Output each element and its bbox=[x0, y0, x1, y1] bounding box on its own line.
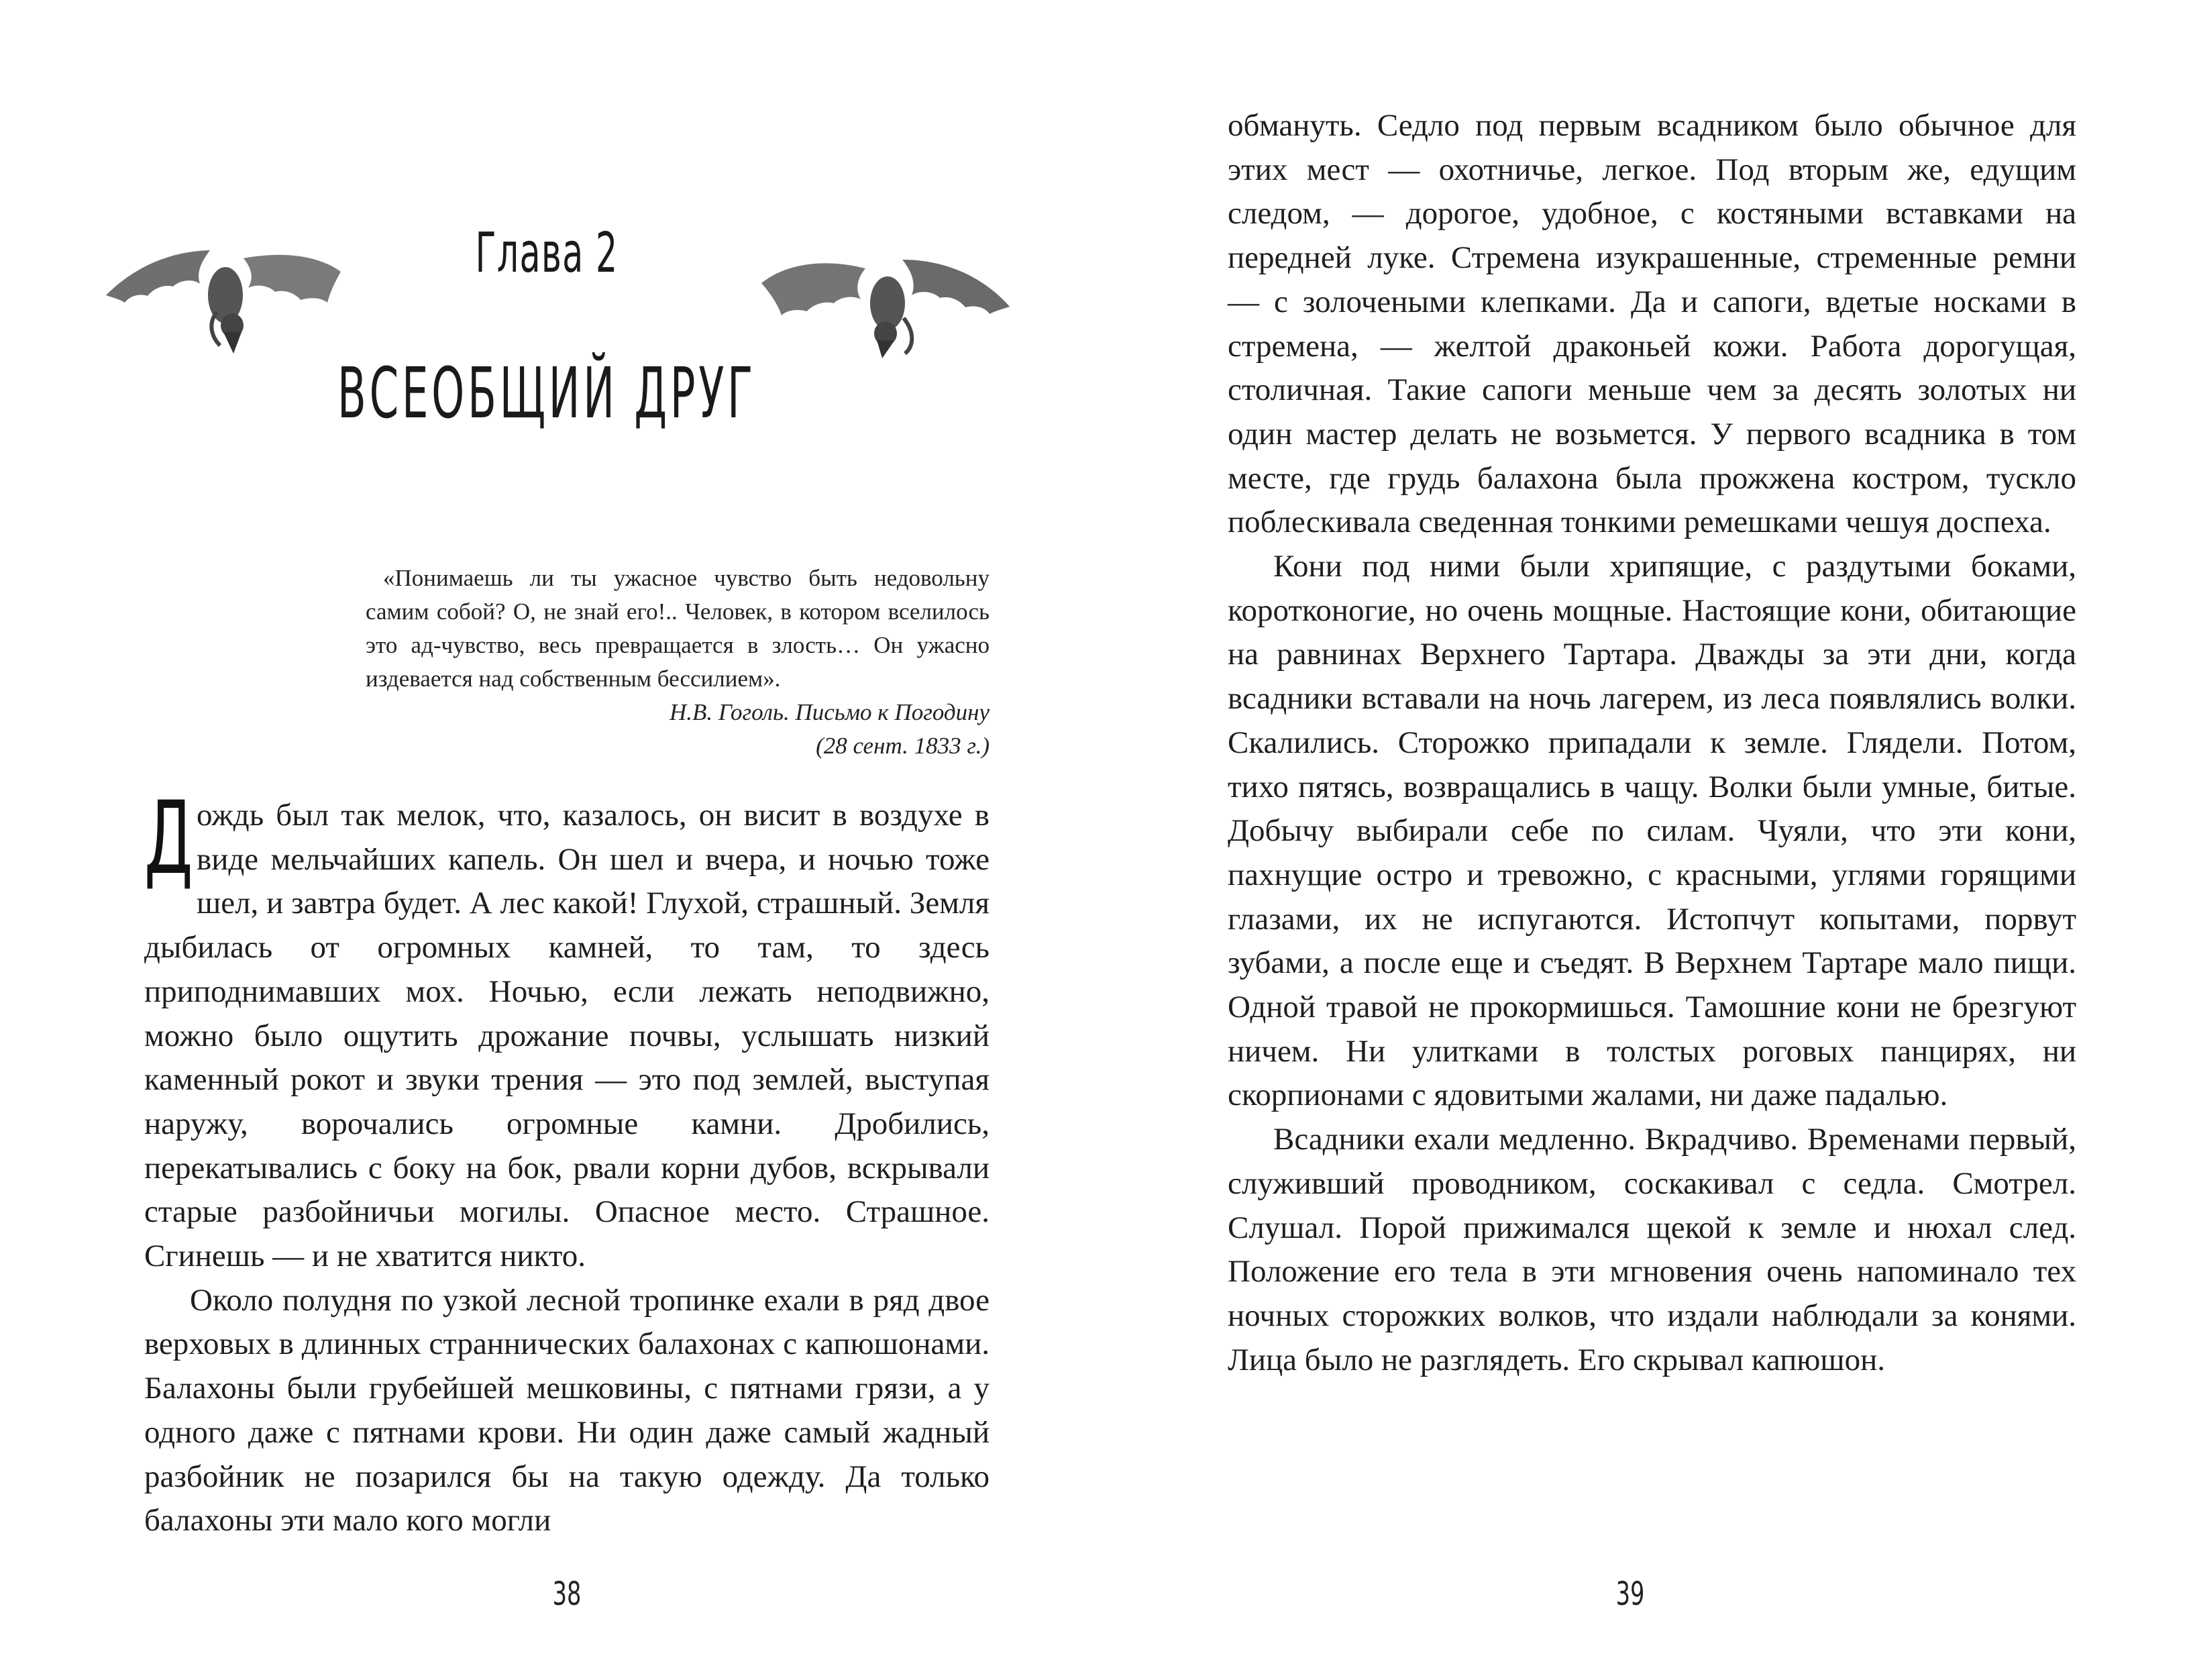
right-body-text bbox=[1228, 104, 2076, 1382]
paragraph-2: Около полудня по узкой лесной тропинке ехали в ряд двое верховых в длинных страннических балахонах с капюшонами. Балахоны были грубейшей мешковины, с пятнами грязи, а у одного даже с пятнами крови. Ни один даже самый жадный разбойник не позарился бы на такую одежду. Да только балахоны эти мало кого могли bbox=[144, 1282, 990, 1538]
epigraph-source-line2: (28 сент. 1833 г.) bbox=[816, 733, 990, 759]
left-body-text bbox=[144, 780, 990, 1543]
page-number-left: 38 bbox=[552, 1575, 582, 1613]
drop-cap: Д bbox=[144, 780, 193, 897]
paragraph-1: ождь был так мелок, что, казалось, он висит в воздухе в виде мельчайших капель. Он шел и вчера, и ночью тоже шел, и завтра будет. А лес какой! Глухой, страшный. Земля дыбилась от огромных камней, то там, то здесь приподнимавших мох. Ночью, если лежать неподвижно, можно было ощутить дрожание почвы, услышать низкий каменный рокот и звуки трения — это под землей, выступая наружу, ворочались огромные камни. Дробились, перекатывались с боку на бок, рвали корни дубов, вскрывали старые разбойничьи могилы. Опасное место. Страшное. Сгинешь — и не хватится никто. bbox=[144, 798, 990, 1274]
epigraph-source-line1: Н.В. Гоголь. Письмо к Погодину bbox=[670, 699, 990, 725]
chapter-label: Глава 2 bbox=[475, 221, 619, 285]
paragraph-4: Кони под ними были хрипящие, с раздутыми боками, коротконогие, но очень мощные. Настоящие кони, обитающие на равнинах Верхнего Тартара. Дважды за эти дни, когда всадники вставали на ночь лагерем, из леса появлялись волки. Скалились. Сторожко припадали к земле. Глядели. Потом, тихо пятясь, возвращались в чащу. Волки были умные, битые. Добычу выбирали себе по силам. Чуяли, что эти кони, пахнущие остро и тревожно, с красными, углями горящими глазами, их не испугаются. Истопчут копытами, порвут зубами, а после еще и съедят. В Верхнем Тартаре мало пищи. Одной травой не прокормишься. Тамошние кони не брезгуют ничем. Ни улитками в толстых роговых панцирях, ни скорпионами с ядовитыми жалами, ни даже падалью. bbox=[1228, 549, 2076, 1113]
chapter-title: ВСЕОБЩИЙ ДРУГ bbox=[337, 352, 757, 434]
paragraph-3: обмануть. Седло под первым всадником было обычное для этих мест — охотничье, легкое. Под вторым же, едущим следом, — дорогое, удобное, с костяными вставками на передней луке. Стремена изукрашенные, стременные ремни — с золочеными клепками. Да и сапоги, вдетые носками в стремена, — желтой драконьей кожи. Работа дорогущая, столичная. Такие сапоги меньше чем за десять золотых ни один мастер делать не возьмется. У первого всадника в том месте, где грудь балахона была прожжена костром, тускло поблескивала сведенная тонкими ремешками чешуя доспеха. bbox=[1228, 108, 2076, 540]
page-number-right: 39 bbox=[1615, 1575, 1645, 1613]
epigraph bbox=[366, 562, 990, 763]
epigraph-quote: «Понимаешь ли ты ужасное чувство быть недовольну самим собой? О, не знай его!.. Человек, в котором вселилось это ад-чувство, весь превращается в злость… Он ужасно издевается над собственным бессилием». bbox=[366, 565, 990, 692]
right-page bbox=[1094, 0, 2187, 1680]
paragraph-5: Всадники ехали медленно. Вкрадчиво. Временами первый, служивший проводником, соскакивал с седла. Смотрел. Слушал. Порой прижимался щекой к земле и нюхал след. Положение его тела в эти мгновения очень напоминало тех ночных сторожких волков, что издали наблюдали за конями. Лица было не разглядеть. Его скрывал капюшон. bbox=[1228, 1122, 2076, 1377]
dragon-right-icon bbox=[755, 243, 1016, 360]
